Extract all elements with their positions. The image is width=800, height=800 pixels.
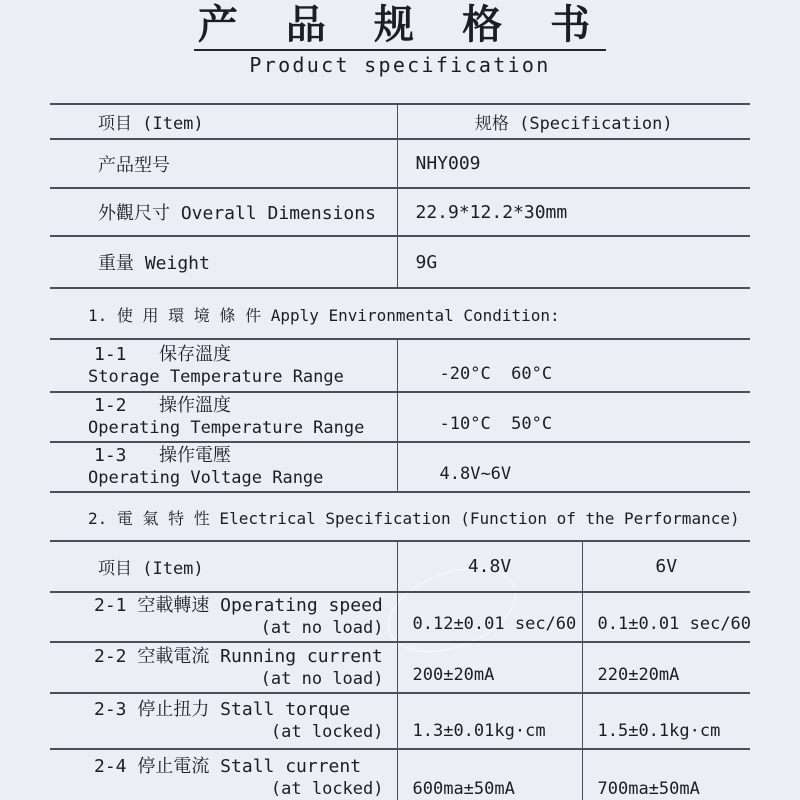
row-label-english: (at locked)	[270, 722, 384, 742]
section-heading-environmental: 1. 使 用 環 境 條 件 Apply Environmental Condition:	[88, 306, 560, 325]
row-value-6v: 700ma±50mA	[582, 749, 750, 800]
row-label	[50, 749, 397, 800]
table-row-running-current	[50, 642, 750, 693]
row-value-48v: 1.3±0.01kg·cm	[397, 693, 582, 749]
row-label: 外觀尺寸 Overall Dimensions	[50, 188, 397, 236]
table-row-model	[50, 139, 750, 188]
row-value-48v: 0.12±0.01 sec/60	[397, 592, 582, 642]
electrical-header-6v: 6V	[582, 541, 750, 592]
table-row-dimensions	[50, 188, 750, 236]
row-label-english: Operating Voltage Range	[88, 468, 324, 488]
row-value-48v: 200±20mA	[397, 642, 582, 693]
row-label-chinese: 1-2 操作溫度	[94, 395, 232, 416]
row-value: 9G	[397, 236, 750, 288]
row-value-6v: 1.5±0.1kg·cm	[582, 693, 750, 749]
row-label	[50, 592, 397, 642]
electrical-header-row	[50, 541, 750, 592]
row-label-chinese: 1-3 操作電壓	[94, 445, 232, 466]
row-label	[50, 392, 397, 442]
product-info-table	[50, 103, 750, 289]
row-value-6v: 220±20mA	[582, 642, 750, 693]
table-row-weight	[50, 236, 750, 288]
row-label-chinese: 2-2 空載電流 Running current	[94, 645, 383, 667]
row-label-english: (at no load)	[260, 618, 384, 638]
row-label-english: Storage Temperature Range	[88, 366, 344, 387]
info-header-item: 项目 (Item)	[50, 104, 397, 139]
title-block	[0, 2, 800, 77]
row-label-chinese: 2-3 停止扭力 Stall torque	[94, 699, 351, 720]
row-label: 产品型号	[50, 139, 397, 188]
table-row-operating-voltage	[50, 442, 750, 492]
environmental-table	[50, 338, 750, 493]
row-label-english: Operating Temperature Range	[88, 418, 365, 438]
row-label-english: (at no load)	[260, 668, 384, 689]
row-label	[50, 339, 397, 392]
table-row-operating-temp	[50, 392, 750, 442]
row-label	[50, 642, 397, 693]
row-value: 22.9*12.2*30mm	[397, 188, 750, 236]
row-label-chinese: 2-1 空載轉速 Operating speed	[94, 595, 383, 616]
page-title-chinese: 产 品 规 格 书	[194, 2, 606, 51]
info-header-spec: 规格 (Specification)	[397, 104, 750, 139]
row-label: 重量 Weight	[50, 236, 397, 288]
row-value: NHY009	[397, 139, 750, 188]
table-row-stall-torque	[50, 693, 750, 749]
section-heading-electrical: 2. 電 氣 特 性 Electrical Specification (Function of the Performance)	[88, 509, 740, 528]
table-row-storage-temp	[50, 339, 750, 392]
table-row-stall-current	[50, 749, 750, 800]
row-label	[50, 442, 397, 492]
row-label-chinese: 2-4 停止電流 Stall current	[94, 756, 362, 777]
row-value: -20°C 60°C	[397, 339, 750, 392]
electrical-table	[50, 540, 750, 800]
info-header-row	[50, 104, 750, 139]
row-value: 4.8V~6V	[397, 442, 750, 492]
row-value: -10°C 50°C	[397, 392, 750, 442]
electrical-header-48v: 4.8V	[397, 541, 582, 592]
row-label-english: (at locked)	[270, 779, 384, 799]
row-value-6v: 0.1±0.01 sec/60	[582, 592, 750, 642]
page-title-english: Product specification	[249, 53, 551, 77]
table-row-operating-speed	[50, 592, 750, 642]
row-label-chinese: 1-1 保存溫度	[94, 343, 232, 365]
row-label	[50, 693, 397, 749]
electrical-header-item: 项目 (Item)	[50, 541, 397, 592]
row-value-48v: 600ma±50mA	[397, 749, 582, 800]
